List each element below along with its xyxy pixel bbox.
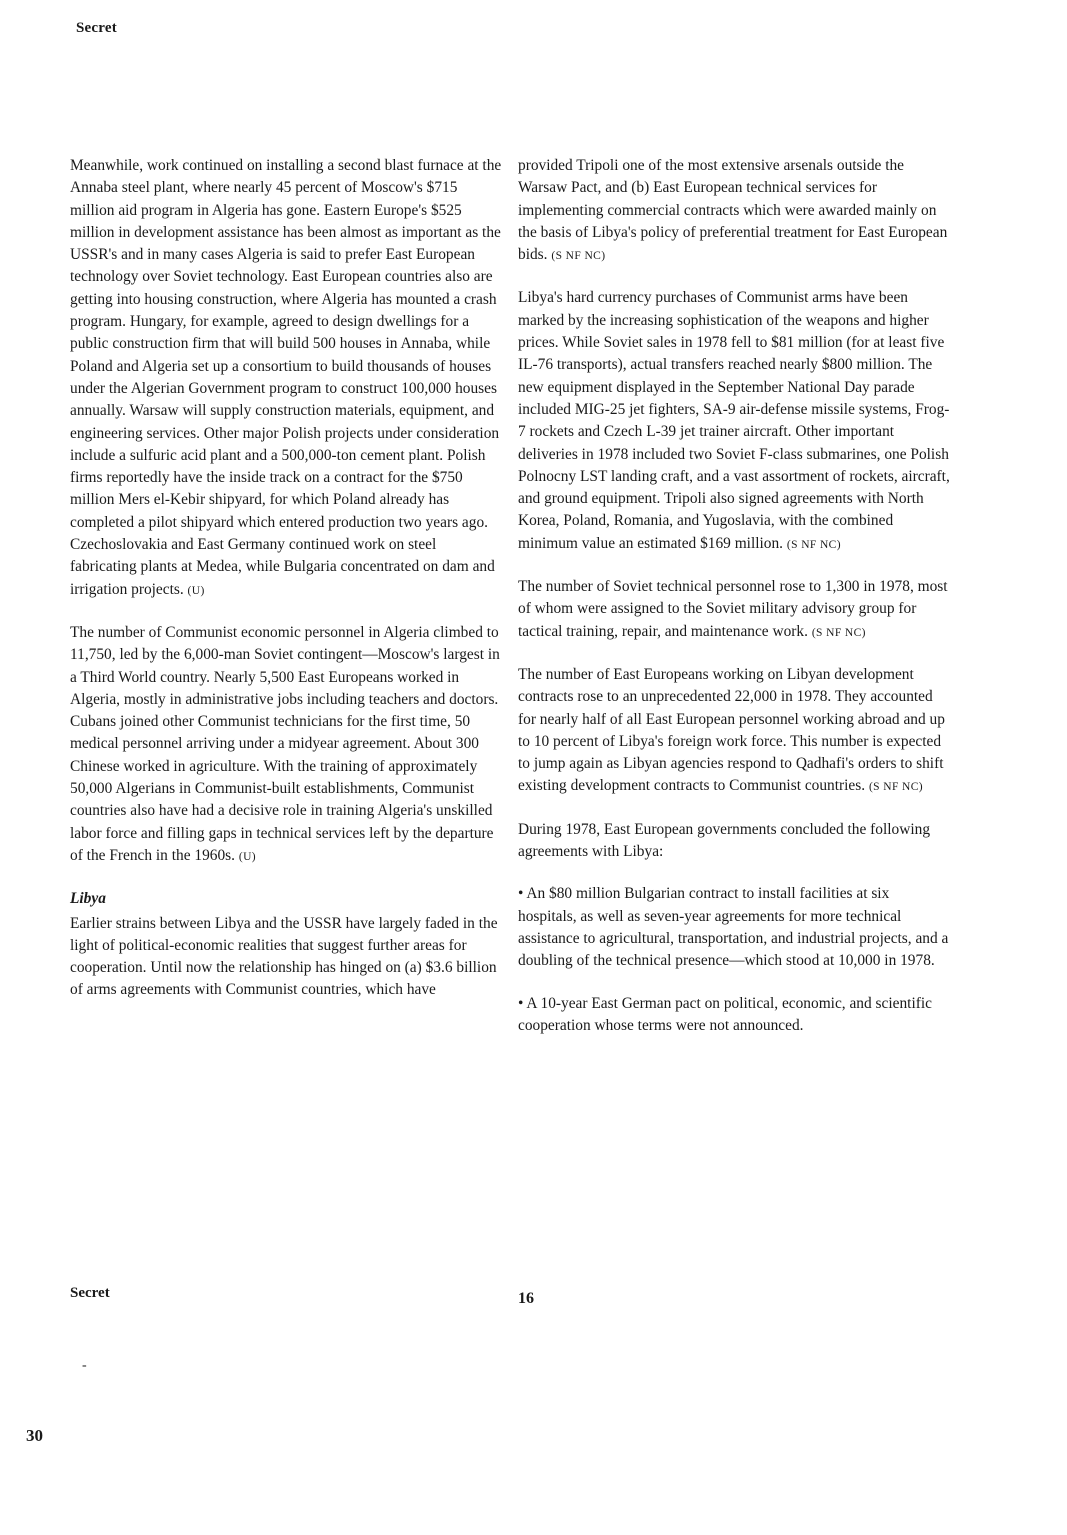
page-number: 16 <box>518 1290 534 1307</box>
paragraph-text: Libya's hard currency purchases of Communist arms have been marked by the increasing sophistication of the weapons and higher prices. While Soviet sales in 1978 fell to $81 million (for at least five IL-76 transports), actual transfers reached nearly $800 million. The new equipment displayed in the September National Day parade included MIG-25 jet fighters, SA-9 air-defense missile systems, Frog-7 rockets and Czech L-39 jet trainer aircraft. Other important deliveries in 1978 included two Soviet F-class submarines, one Polish Polnocny LST landing craft, and a vast assortment of rockets, aircraft, and ground equipment. Tripoli also signed agreements with North Korea, Poland, Romania, and Yugoslavia, with the combined minimum value an estimated $169 million. <box>518 289 950 552</box>
paragraph-soviet-personnel <box>518 576 950 644</box>
section-heading-libya: Libya <box>70 890 106 908</box>
paragraph-text: provided Tripoli one of the most extensive arsenals outside the Warsaw Pact, and (b) East European technical services for implementing commercial contracts which were awarded mainly on the basis of Libya's policy of preferential treatment for East European bids. <box>518 157 948 264</box>
right-column <box>518 155 950 1057</box>
stray-dash-mark: - <box>82 1358 87 1373</box>
paragraph-algeria-personnel <box>70 622 502 868</box>
classification-tag: (S NF NC) <box>868 781 924 794</box>
paragraph-text: The number of East Europeans working on Libyan development contracts rose to an unprecedented 22,000 in 1978. They accounted for nearly half of all East European personnel working abroad and up to 10 percent of Libya's foreign work force. This number is expected to jump again as Libyan agencies respond to Qadhafi's orders to shift existing development contracts to Communist countries. <box>518 665 945 795</box>
paragraph-annaba-steel <box>70 155 502 602</box>
left-column <box>70 155 502 1022</box>
paragraph-text: Meanwhile, work continued on installing a second blast furnace at the Annaba steel plant, where nearly 45 percent of Moscow's $715 million aid program in Algeria has gone. Eastern Europe's $525 million in development assistance has been almost as important as the USSR's and in many cases Algeria is said to prefer East European technology over Soviet technology. East European countries also are getting into housing construction, where Algeria has mounted a crash program. Hungary, for example, agreed to design dwellings for a public construction firm that will build 500 houses in Annaba, while Poland and Algeria set up a consortium to build thousands of houses under the Algerian Government program to construct 100,000 houses annually. Warsaw will supply construction materials, equipment, and engineering services. Other major Polish projects under consideration include a sulfuric acid plant and a 500,000-ton cement plant. Polish firms reportedly have the inside track on a contract for the $750 million Mers el-Kebir shipyard, for which Poland already has completed a pilot shipyard which entered production two years ago. Czechoslovakia and East Germany continued work on steel fabricating plants at Medea, while Bulgaria concentrated on dam and irrigation projects. <box>70 157 502 598</box>
bullet-bulgarian-contract: • An $80 million Bulgarian contract to install facilities at six hospitals, as well as seven-year agreements for more technical assistance to agricultural, transportation, and industrial projects, and a doubling of the technical presence—which stood at 10,000 in 1978. <box>518 885 949 970</box>
classification-tag: (S NF NC) <box>786 538 841 551</box>
classification-tag: (U) <box>187 584 205 597</box>
classification-tag: (U) <box>238 850 257 863</box>
paragraph-agreements-intro <box>518 819 950 864</box>
bullet-east-german-pact: • A 10-year East German pact on political, economic, and scientific cooperation whose terms were not announced. <box>518 994 932 1034</box>
paragraph-text: Earlier strains between Libya and the USSR have largely faded in the light of political-economic realities that suggest further areas for cooperation. Until now the relationship has hinged on (a) $3.6 billion of arms agreements with Communist countries, which have <box>70 914 498 999</box>
classification-tag: (S NF NC) <box>811 626 866 639</box>
paragraph-text: During 1978, East European governments concluded the following agreements with Libya: <box>518 820 931 861</box>
paragraph-arms-purchases <box>518 287 950 556</box>
scan-page-number: 30 <box>26 1426 43 1445</box>
paragraph-text: The number of Soviet technical personnel rose to 1,300 in 1978, most of whom were assigned to the Soviet military advisory group for tactical training, repair, and maintenance work. <box>518 578 948 640</box>
paragraph-tripoli-arsenal <box>518 155 950 267</box>
paragraph-text: The number of Communist economic personnel in Algeria climbed to 11,750, led by the 6,000-man Soviet contingent—Moscow's largest in a Third World country. Nearly 5,500 East Europeans worked in Algeria, mostly in administrative jobs including teachers and doctors. Cubans joined other Communist technicians for the first time, 50 medical personnel arriving under a midyear agreement. About 300 Chinese worked in agriculture. With the training of approximately 50,000 Algerians in Communist-built establishments, Communist countries also have had a decisive role in training Algeria's unskilled labor force and filling gaps in technical services left by the departure of the French in the 1960s. <box>70 623 500 864</box>
paragraph-east-european-personnel <box>518 664 950 799</box>
classification-marking-bottom: Secret <box>70 1285 110 1301</box>
classification-tag: (S NF NC) <box>551 250 606 263</box>
paragraph-libya-ussr <box>70 913 502 1002</box>
classification-marking-top: Secret <box>76 20 117 36</box>
